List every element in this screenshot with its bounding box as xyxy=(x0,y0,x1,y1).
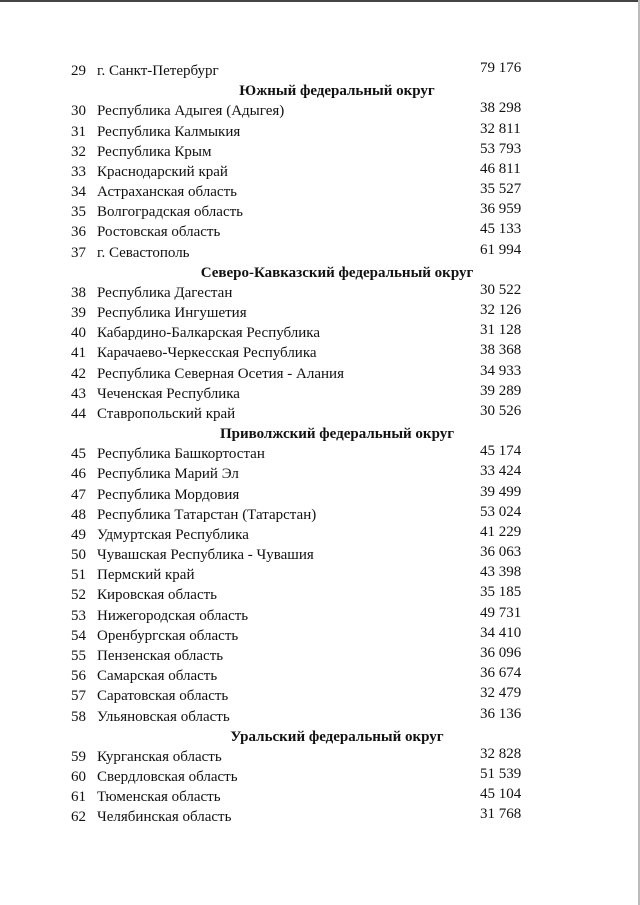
table-row xyxy=(0,787,640,807)
row-number: 48 xyxy=(71,506,86,523)
table-row xyxy=(0,525,640,545)
region-name: Республика Северная Осетия - Алания xyxy=(97,365,344,382)
region-name: Республика Ингушетия xyxy=(97,305,247,322)
region-value: 30 526 xyxy=(480,402,522,419)
table-row xyxy=(0,485,640,505)
region-value: 45 104 xyxy=(480,786,522,803)
row-number: 57 xyxy=(71,688,86,705)
table-row xyxy=(0,384,640,404)
table-row xyxy=(0,444,640,464)
region-name: Саратовская область xyxy=(97,688,229,705)
region-value: 38 368 xyxy=(480,342,522,359)
region-value: 79 176 xyxy=(480,60,522,76)
table-row xyxy=(0,364,640,384)
region-name: Кабардино-Балкарская Республика xyxy=(97,325,321,342)
region-name: Астраханская область xyxy=(97,184,237,201)
region-value: 31 768 xyxy=(480,806,522,823)
region-value: 32 811 xyxy=(480,120,521,137)
region-name: г. Севастополь xyxy=(97,244,190,261)
region-value: 51 539 xyxy=(480,766,522,783)
region-name: Челябинская область xyxy=(97,809,232,826)
table-row xyxy=(0,243,640,263)
region-name: Удмуртская Республика xyxy=(97,526,249,543)
table-row xyxy=(0,686,640,706)
row-number: 29 xyxy=(71,63,86,79)
region-name: Республика Адыгея (Адыгея) xyxy=(97,103,285,120)
table-row xyxy=(0,122,640,142)
row-number: 53 xyxy=(71,607,86,624)
region-value: 46 811 xyxy=(480,160,521,177)
region-name: Республика Марий Эл xyxy=(97,466,239,483)
region-name: Республика Калмыкия xyxy=(97,123,241,140)
row-number: 50 xyxy=(71,547,86,564)
row-number: 58 xyxy=(71,708,86,725)
table-row xyxy=(0,142,640,162)
region-name: Пензенская область xyxy=(97,647,224,664)
region-value: 45 174 xyxy=(480,443,522,460)
row-number: 52 xyxy=(71,587,86,604)
region-name: Оренбургская область xyxy=(97,627,239,644)
region-value: 36 674 xyxy=(480,665,522,682)
row-number: 38 xyxy=(71,284,86,301)
row-number: 62 xyxy=(71,809,86,826)
row-number: 51 xyxy=(71,567,86,584)
region-value: 36 096 xyxy=(480,644,522,661)
table-row xyxy=(0,585,640,605)
row-number: 49 xyxy=(71,526,86,543)
region-value: 32 479 xyxy=(480,685,522,702)
table-row xyxy=(0,162,640,182)
row-number: 34 xyxy=(71,184,86,201)
row-number: 47 xyxy=(71,486,86,503)
region-name: Самарская область xyxy=(97,668,218,685)
region-value: 38 298 xyxy=(480,100,522,117)
district-heading: Южный федеральный округ xyxy=(239,83,435,100)
region-value: 31 128 xyxy=(480,322,522,339)
row-number: 61 xyxy=(71,789,86,806)
table-row xyxy=(0,464,640,484)
region-name: Республика Крым xyxy=(97,143,212,160)
row-number: 42 xyxy=(71,365,86,382)
row-number: 30 xyxy=(71,103,86,120)
region-name: Кировская область xyxy=(97,587,218,604)
table-row xyxy=(0,747,640,767)
region-name: Свердловская область xyxy=(97,769,238,786)
region-name: Ростовская область xyxy=(97,224,221,241)
row-number: 36 xyxy=(71,224,86,241)
region-value: 43 398 xyxy=(480,564,522,581)
row-number: 33 xyxy=(71,163,86,180)
region-value: 35 185 xyxy=(480,584,522,601)
region-value: 39 289 xyxy=(480,382,522,399)
region-name: Курганская область xyxy=(97,748,222,765)
region-value: 34 410 xyxy=(480,624,522,641)
row-number: 32 xyxy=(71,143,86,160)
row-number: 44 xyxy=(71,405,86,422)
region-value: 39 499 xyxy=(480,483,522,500)
region-value: 36 959 xyxy=(480,201,522,218)
region-name: Чеченская Республика xyxy=(97,385,240,402)
region-name: Чувашская Республика - Чувашия xyxy=(97,547,314,564)
row-number: 46 xyxy=(71,466,86,483)
table-row xyxy=(0,323,640,343)
region-name: Нижегородская область xyxy=(97,607,249,624)
table-row xyxy=(0,565,640,585)
row-number: 45 xyxy=(71,446,86,463)
region-value: 45 133 xyxy=(480,221,522,238)
table-row xyxy=(0,626,640,646)
region-value: 36 136 xyxy=(480,705,522,722)
region-name: Тюменская область xyxy=(97,789,221,806)
table-row xyxy=(0,283,640,303)
table-row xyxy=(0,404,640,424)
region-name: Республика Мордовия xyxy=(97,486,240,503)
row-number: 40 xyxy=(71,325,86,342)
row-number: 31 xyxy=(71,123,86,140)
row-number: 43 xyxy=(71,385,86,402)
region-value: 36 063 xyxy=(480,544,522,561)
table-row xyxy=(0,303,640,323)
table-row xyxy=(0,545,640,565)
region-value: 33 424 xyxy=(480,463,522,480)
row-number: 35 xyxy=(71,204,86,221)
scan-top-edge xyxy=(0,0,640,2)
table-row xyxy=(0,505,640,525)
district-heading: Северо-Кавказский федеральный округ xyxy=(200,264,474,281)
region-value: 34 933 xyxy=(480,362,522,379)
table-row xyxy=(0,202,640,222)
row-number: 56 xyxy=(71,668,86,685)
row-number: 41 xyxy=(71,345,86,362)
region-name: Краснодарский край xyxy=(97,163,228,180)
region-value: 61 994 xyxy=(480,241,522,258)
region-value: 53 793 xyxy=(480,140,522,157)
region-value: 41 229 xyxy=(480,523,522,540)
region-name: Республика Башкортостан xyxy=(97,446,265,463)
row-number: 59 xyxy=(71,748,86,765)
region-value: 35 527 xyxy=(480,181,522,198)
row-number: 39 xyxy=(71,305,86,322)
row-number: 37 xyxy=(71,244,86,261)
region-name: Республика Татарстан (Татарстан) xyxy=(97,506,317,523)
row-number: 54 xyxy=(71,627,86,644)
table-row xyxy=(0,807,640,827)
table-row xyxy=(0,61,640,81)
region-name: Карачаево-Черкесская Республика xyxy=(97,345,317,362)
table-row xyxy=(0,182,640,202)
table-row xyxy=(0,646,640,666)
table-row xyxy=(0,606,640,626)
region-value: 32 828 xyxy=(480,745,522,762)
regions-table xyxy=(0,61,640,828)
table-row xyxy=(0,707,640,727)
region-name: Пермский край xyxy=(97,567,195,584)
table-row xyxy=(0,666,640,686)
region-name: Ульяновская область xyxy=(97,708,230,725)
region-name: Волгоградская область xyxy=(97,204,243,221)
region-name: г. Санкт-Петербург xyxy=(97,63,219,79)
region-value: 53 024 xyxy=(480,503,522,520)
row-number: 55 xyxy=(71,647,86,664)
region-name: Ставропольский край xyxy=(97,405,236,422)
table-row xyxy=(0,101,640,121)
table-row xyxy=(0,222,640,242)
region-value: 49 731 xyxy=(480,604,522,621)
region-name: Республика Дагестан xyxy=(97,284,233,301)
region-value: 30 522 xyxy=(480,281,522,298)
table-row xyxy=(0,343,640,363)
row-number: 60 xyxy=(71,769,86,786)
district-heading: Приволжский федеральный округ xyxy=(219,426,455,443)
table-row xyxy=(0,767,640,787)
region-value: 32 126 xyxy=(480,302,522,319)
district-heading: Уральский федеральный округ xyxy=(230,728,444,745)
